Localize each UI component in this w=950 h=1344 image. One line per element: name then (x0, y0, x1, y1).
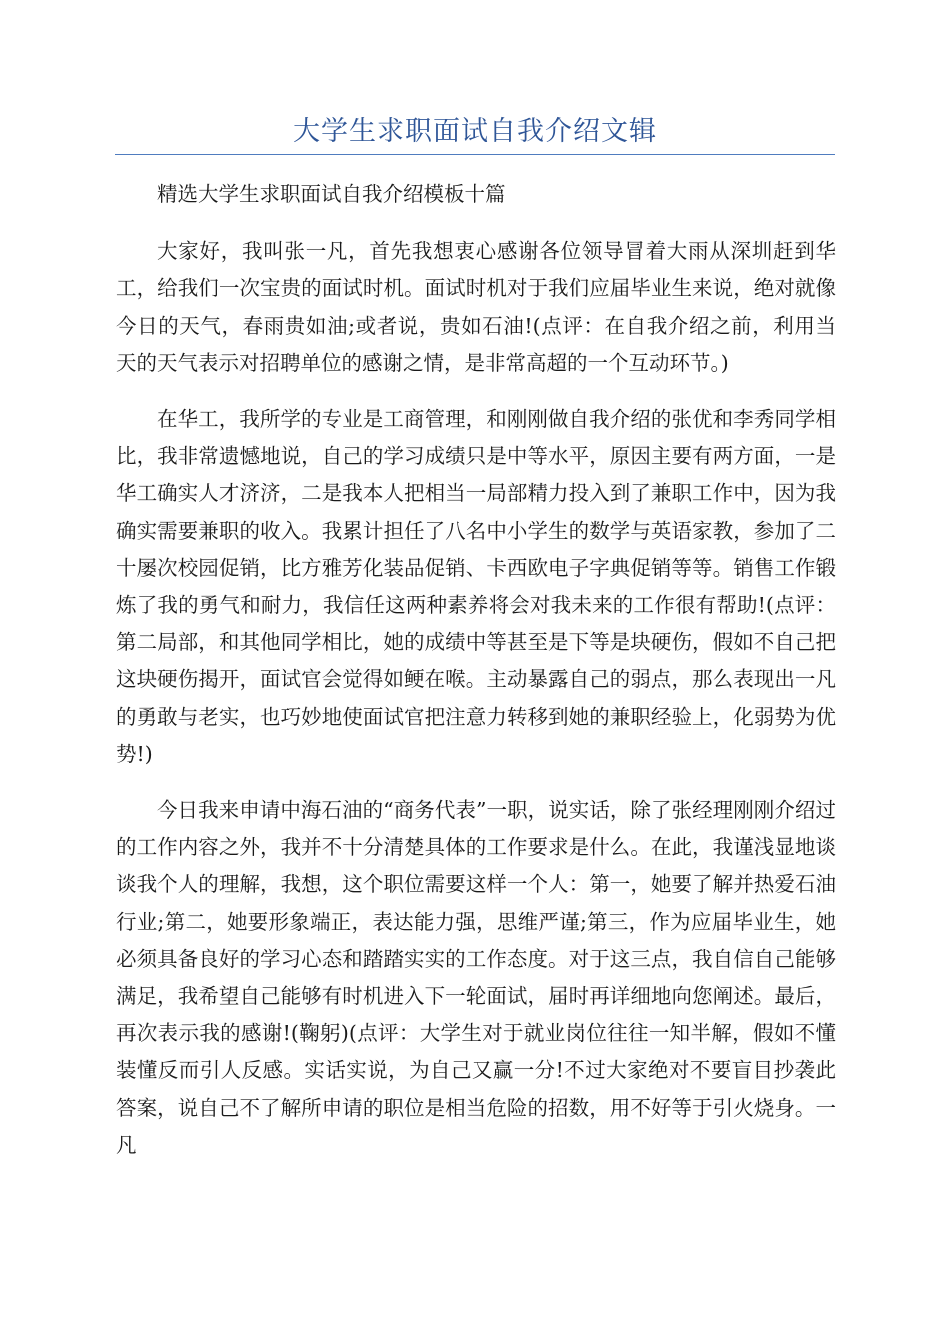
document-title: 大学生求职面试自我介绍文辑 (293, 116, 657, 147)
title-underline (115, 154, 835, 155)
document-body (116, 176, 836, 1183)
document-subtitle: 精选大学生求职面试自我介绍模板十篇 (157, 182, 506, 206)
paragraph-1: 大家好，我叫张一凡，首先我想衷心感谢各位领导冒着大雨从深圳赶到华工，给我们一次宝贵的面试时机。面试时机对于我们应届毕业生来说，绝对就像今日的天气，春雨贵如油;或者说，贵如石油!(点评：在自我介绍之前，利用当天的天气表示对招聘单位的感谢之情，是非常高超的一个互动环节。) (116, 239, 836, 375)
paragraph-3: 今日我来申请中海石油的“商务代表”一职，说实话，除了张经理刚刚介绍过的工作内容之外，我并不十分清楚具体的工作要求是什么。在此，我谨浅显地谈谈我个人的理解，我想，这个职位需要这样一个人：第一，她要了解并热爱石油行业;第二，她要形象端正，表达能力强，思维严谨;第三，作为应届毕业生，她必须具备良好的学习心态和踏踏实实的工作态度。对于这三点，我自信自己能够满足，我希望自己能够有时机进入下一轮面试，届时再详细地向您阐述。最后，再次表示我的感谢!(鞠躬)(点评：大学生对于就业岗位往往一知半解，假如不懂装懂反而引人反感。实话实说，为自己又赢一分!不过大家绝对不要盲目抄袭此答案，说自己不了解所申请的职位是相当危险的招数，用不好等于引火烧身。一凡 (116, 798, 836, 1157)
paragraph-2: 在华工，我所学的专业是工商管理，和刚刚做自我介绍的张优和李秀同学相比，我非常遗憾地说，自己的学习成绩只是中等水平，原因主要有两方面，一是华工确实人才济济，二是我本人把相当一局部精力投入到了兼职工作中，因为我确实需要兼职的收入。我累计担任了八名中小学生的数学与英语家教，参加了二十屡次校园促销，比方雅芳化装品促销、卡西欧电子字典促销等等。销售工作锻炼了我的勇气和耐力，我信任这两种素养将会对我未来的工作很有帮助!(点评：第二局部，和其他同学相比，她的成绩中等甚至是下等是块硬伤，假如不自己把这块硬伤揭开，面试官会觉得如鲠在喉。主动暴露自己的弱点，那么表现出一凡的勇敢与老实，也巧妙地使面试官把注意力转移到她的兼职经验上，化弱势为优势!) (116, 407, 836, 766)
